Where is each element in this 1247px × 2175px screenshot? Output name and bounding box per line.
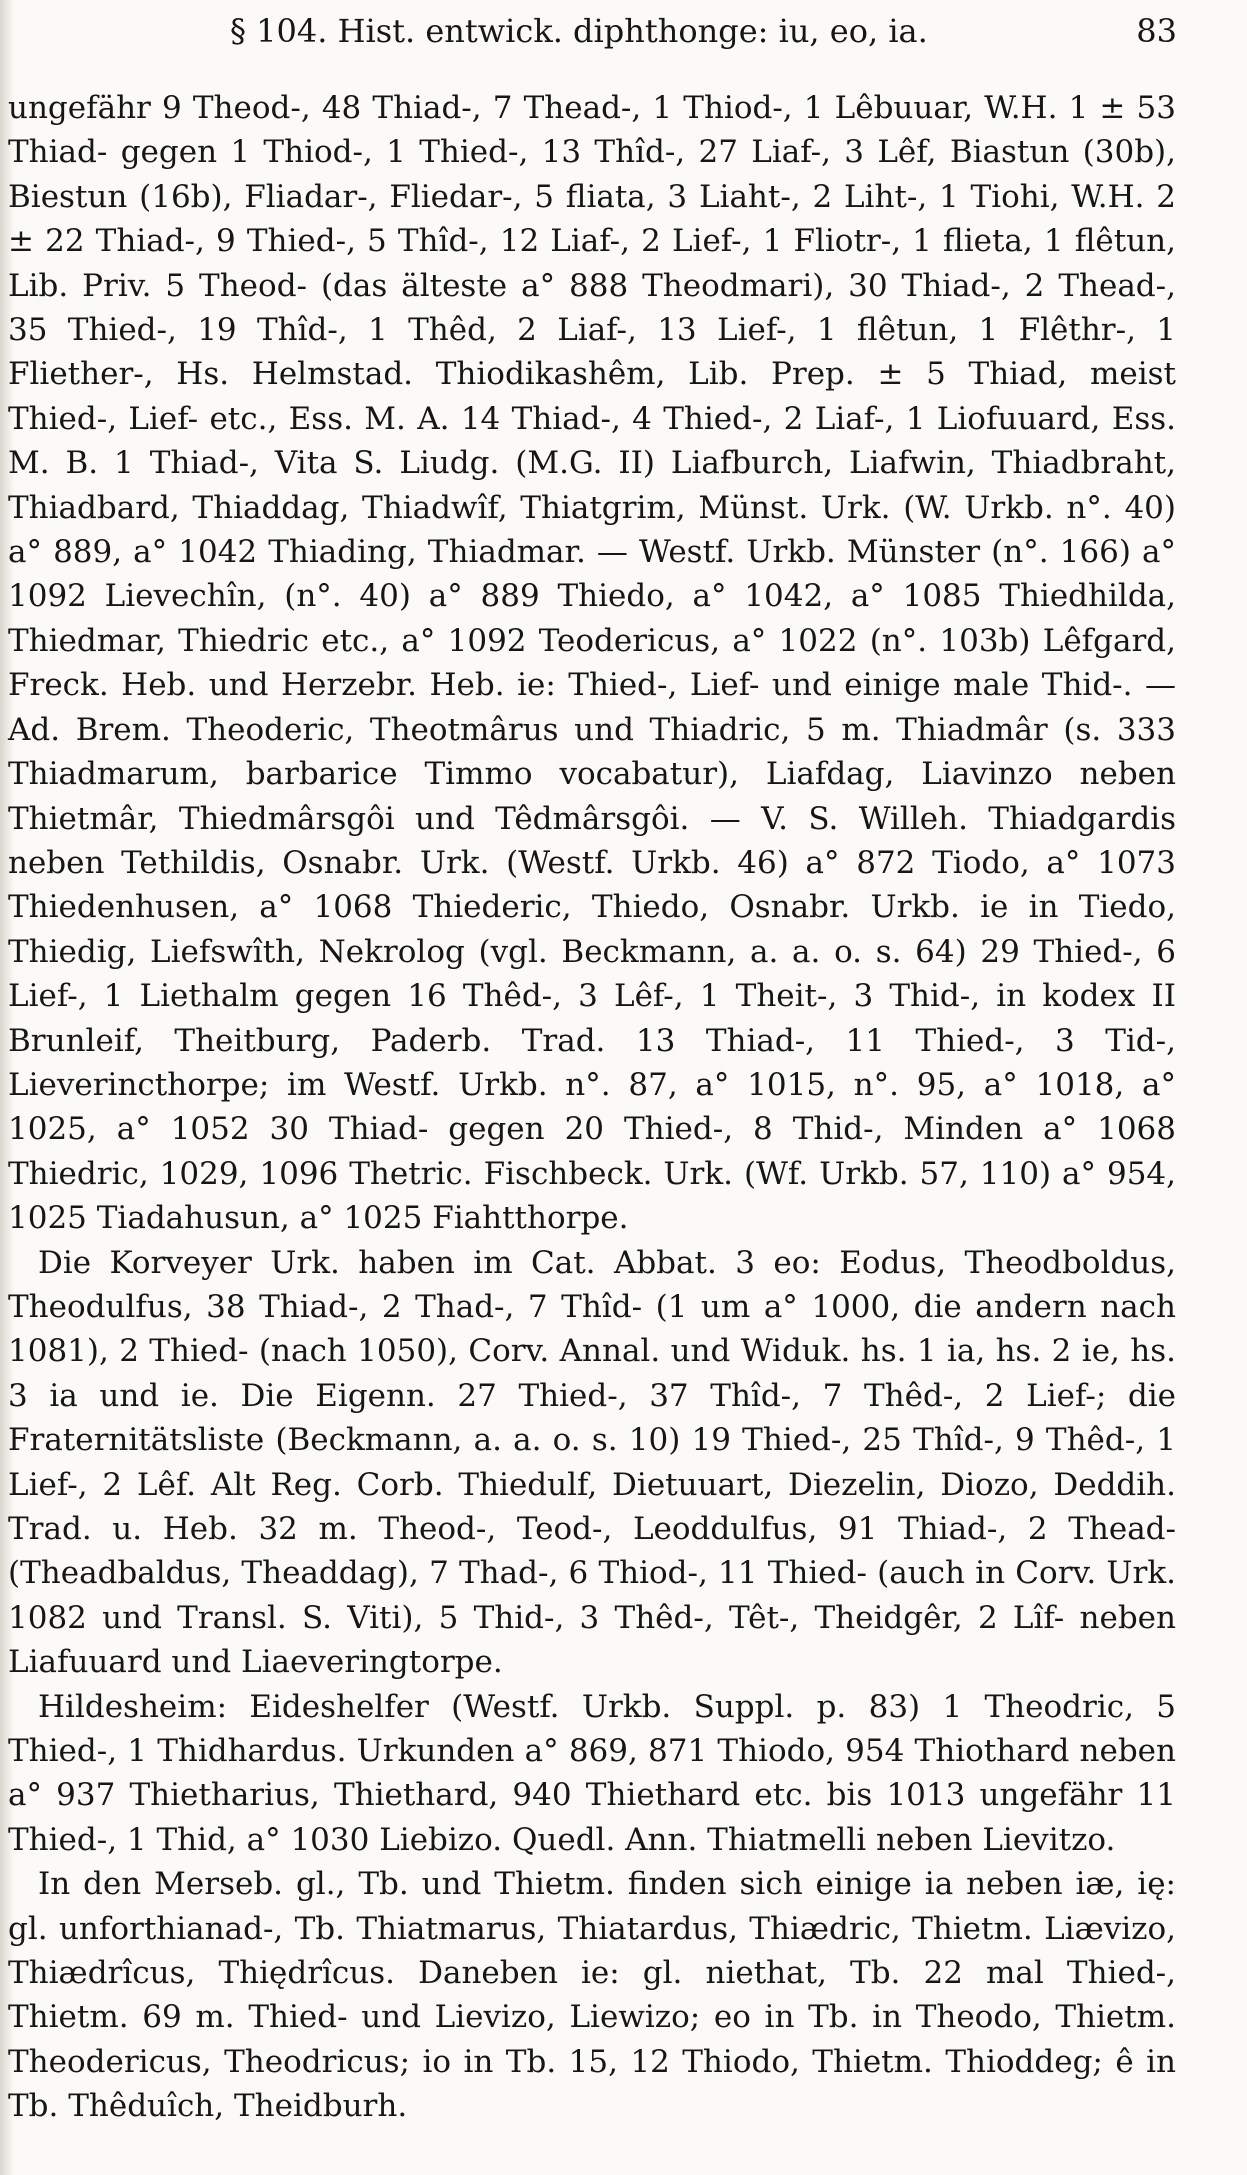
paragraph-3: Hildesheim: Eideshelfer (Westf. Urkb. Suppl. p. 83) 1 Theodric, 5 Thied-, 1 Thidhardus. Urkunden a° 869, 871 Thiodo, 954 Thiothard neben a° 937 Thietharius, Thiethard, 940 Thiethard etc. bis 1013 ungefähr 11 Thied-, 1 Thid, a° 1030 Liebizo. Quedl. Ann. Thiatmelli neben Lievitzo. <box>8 1688 1176 1858</box>
paragraph-4: In den Merseb. gl., Tb. und Thietm. finden sich einige ia neben iæ, ię: gl. unforthianad-, Tb. Thiatmarus, Thiatardus, Thiædric, Thietm. Liævizo, Thiædrîcus, Thiędrîcus. Daneben ie: gl. niethat, Tb. 22 mal Thied-, Thietm. 69 m. Thied- und Lievizo, Liewizo; eo in Tb. in Theodo, Thietm. Theodericus, Theodricus; io in Tb. 15, 12 Thiodo, Thietm. Thioddeg; ê in Tb. Thêduîch, Theidburh. <box>8 1866 1176 2125</box>
running-header <box>230 6 1177 56</box>
paragraph-1: ungefähr 9 Theod-, 48 Thiad-, 7 Thead-, 1 Thiod-, 1 Lêbuuar, W.H. 1 ± 53 Thiad- gegen 1 Thiod-, 1 Thied-, 13 Thîd-, 27 Liaf-, 3 Lêf, Biastun (30b), Biestun (16b), Fliadar-, Fliedar-, 5 fliata, 3 Liaht-, 2 Liht-, 1 Tiohi, W.H. 2 ± 22 Thiad-, 9 Thied-, 5 Thîd-, 12 Liaf-, 2 Lief-, 1 Fliotr-, 1 flieta, 1 flêtun, Lib. Priv. 5 Theod- (das älteste a° 888 Theodmari), 30 Thiad-, 2 Thead-, 35 Thied-, 19 Thîd-, 1 Thêd, 2 Liaf-, 13 Lief-, 1 flêtun, 1 Flêthr-, 1 Fliether-, Hs. Helmstad. Thiodikashêm, Lib. Prep. ± 5 Thiad, meist Thied-, Lief- etc., Ess. M. A. 14 Thiad-, 4 Thied-, 2 Liaf-, 1 Liofuuard, Ess. M. B. 1 Thiad-, Vita S. Liudg. (M.G. II) Liafburch, Liafwin, Thiadbraht, Thiadbard, Thiaddag, Thiadwîf, Thiatgrim, Münst. Urk. (W. Urkb. n°. 40) a° 889, a° 1042 Thiading, Thiadmar. — Westf. Urkb. Münster (n°. 166) a° 1092 Lievechîn, (n°. 40) a° 889 Thiedo, a° 1042, a° 1085 Thiedhilda, Thiedmar, Thiedric etc., a° 1092 Teodericus, a° 1022 (n°. 103b) Lêfgard, Freck. Heb. und Herzebr. Heb. ie: Thied-, Lief- und einige male Thid-. — Ad. Brem. Theoderic, Theotmârus und Thiadric, 5 m. Thiadmâr (s. 333 Thiadmarum, barbarice Timmo vocabatur), Liafdag, Liavinzo neben Thietmâr, Thiedmârsgôi und Têdmârsgôi. — V. S. Willeh. Thiadgardis neben Tethildis, Osnabr. Urk. (Westf. Urkb. 46) a° 872 Tiodo, a° 1073 Thiedenhusen, a° 1068 Thiederic, Thiedo, Osnabr. Urkb. ie in Tiedo, Thiedig, Liefswîth, Nekrolog (vgl. Beckmann, a. a. o. s. 64) 29 Thied-, 6 Lief-, 1 Liethalm gegen 16 Thêd-, 3 Lêf-, 1 Theit-, 3 Thid-, in kodex II Brunleif, Theitburg, Paderb. Trad. 13 Thiad-, 11 Thied-, 3 Tid-, Lieverincthorpe; im Westf. Urkb. n°. 87, a° 1015, n°. 95, a° 1018, a° 1025, a° 1052 30 Thiad- gegen 20 Thied-, 8 Thid-, Minden a° 1068 Thiedric, 1029, 1096 Thetric. Fischbeck. Urk. (Wf. Urkb. 57, 110) a° 954, 1025 Tiadahusun, a° 1025 Fiahtthorpe. <box>8 90 1176 1237</box>
body-text <box>8 86 1176 2129</box>
running-title: § 104. Hist. entwick. diphthonge: iu, eo, ia. <box>230 12 928 50</box>
paragraph-2: Die Korveyer Urk. haben im Cat. Abbat. 3 eo: Eodus, Theodboldus, Theodulfus, 38 Thiad-, 2 Thad-, 7 Thîd- (1 um a° 1000, die andern nach 1081), 2 Thied- (nach 1050), Corv. Annal. und Widuk. hs. 1 ia, hs. 2 ie, hs. 3 ia und ie. Die Eigenn. 27 Thied-, 37 Thîd-, 7 Thêd-, 2 Lief-; die Fraternitätsliste (Beckmann, a. a. o. s. 10) 19 Thied-, 25 Thîd-, 9 Thêd-, 1 Lief-, 2 Lêf. Alt Reg. Corb. Thiedulf, Dietuuart, Diezelin, Diozo, Deddih. Trad. u. Heb. 32 m. Theod-, Teod-, Leoddulfus, 91 Thiad-, 2 Thead- (Theadbaldus, Theaddag), 7 Thad-, 6 Thiod-, 11 Thied- (auch in Corv. Urk. 1082 und Transl. S. Viti), 5 Thid-, 3 Thêd-, Têt-, Theidgêr, 2 Lîf- neben Liafuuard und Liaeveringtorpe. <box>8 1244 1176 1681</box>
page-number: 83 <box>1136 12 1177 50</box>
